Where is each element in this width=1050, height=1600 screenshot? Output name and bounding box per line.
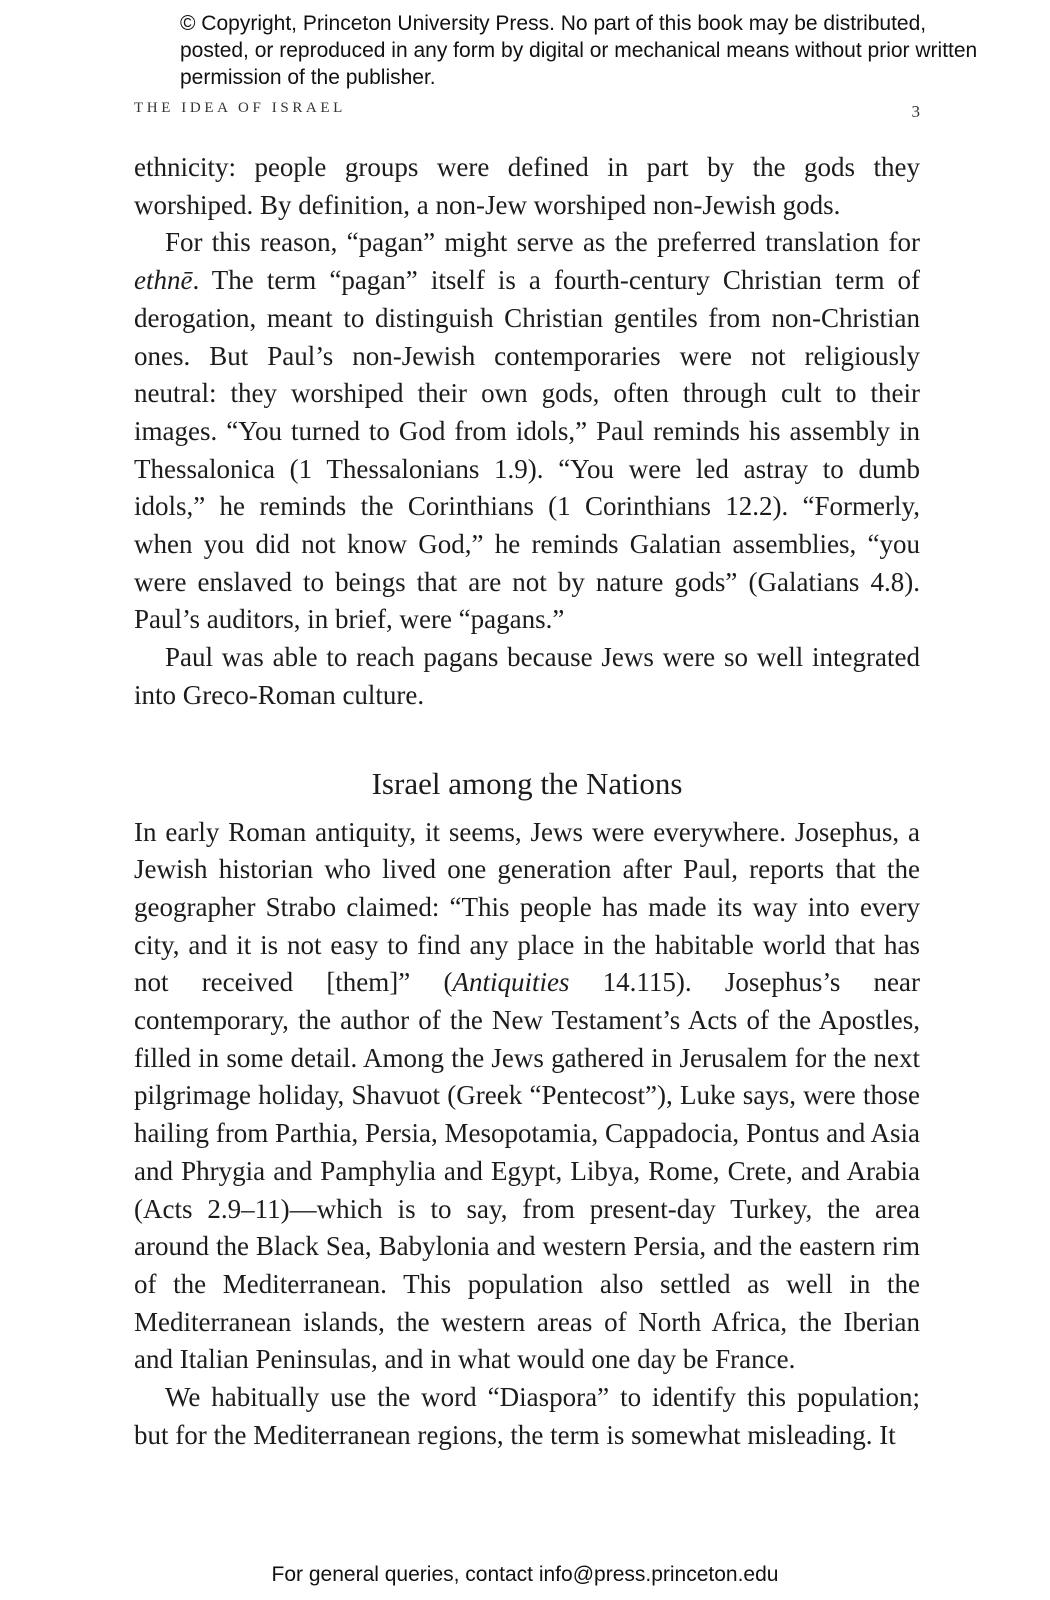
- footer-contact: For general queries, contact info@press.princeton.edu: [271, 1563, 779, 1586]
- paragraph-1: ethnicity: people groups were defined in part by the gods they worshiped. By definition, a non-Jew worshiped non-Jewish gods.: [134, 152, 920, 220]
- italic-term-ethne: ethnē: [134, 265, 193, 296]
- paragraph-2: [134, 224, 920, 639]
- running-head-title: THE IDEA OF ISRAEL: [134, 100, 346, 116]
- paragraph-4-text-end: 14.115). Josephus’s near contemporary, the author of the New Testament’s Acts of the Apostles, filled in some detail. Among the Jews gathered in Jerusalem for the next pilgrimage holiday, Shavuot (Greek “Pentecost”), Luke says, were those hailing from Parthia, Persia, Mesopotamia, Cappadocia, Pontus and Asia and Phrygia and Pamphylia and Egypt, Libya, Rome, Crete, and Arabia (Acts 2.9–11)—which is to say, from present-day Turkey, the area around the Black Sea, Babylonia and western Persia, and the eastern rim of the Mediterranean. This population also settled as well in the Mediterranean islands, the western areas of North Africa, the Iberian and Italian Peninsulas, and in what would one day be France.: [134, 967, 920, 1375]
- copyright-notice: © Copyright, Princeton University Press. No part of this book may be distributed, posted, or reproduced in any form by digital or mechanical means without prior written permission of the publisher.: [180, 12, 978, 89]
- paragraph-5: We habitually use the word “Diaspora” to identify this population; but for the Mediterranean regions, the term is somewhat misleading. It: [134, 1382, 920, 1450]
- paragraph-4: [134, 814, 920, 1380]
- paragraph-3: Paul was able to reach pagans because Jews were so well integrated into Greco-Roman culture.: [134, 642, 920, 710]
- paragraph-2-text-end: . The term “pagan” itself is a fourth-century Christian term of derogation, meant to distinguish Christian gentiles from non-Christian ones. But Paul’s non-Jewish contemporaries were not religiously neutral: they worshiped their own gods, often through cult to their images. “You turned to God from idols,” Paul reminds his assembly in Thessalonica (1 Thessalonians 1.9). “You were led astray to dumb idols,” he reminds the Corinthians (1 Corinthians 12.2). “Formerly, when you did not know God,” he reminds Galatian assemblies, “you were enslaved to beings that are not by nature gods” (Galatians 4.8). Paul’s auditors, in brief, were “pagans.”: [134, 265, 920, 635]
- section-heading: Israel among the Nations: [371, 765, 683, 801]
- running-head: [134, 100, 920, 124]
- page-number: 3: [911, 102, 920, 121]
- italic-title-antiquities: Antiquities: [452, 967, 570, 998]
- body-text: [134, 149, 920, 1455]
- paragraph-4-text-start: In early Roman antiquity, it seems, Jews were everywhere. Josephus, a Jewish historian who lived one generation after Paul, reports that the geographer Strabo claimed: “This people has made its way into every city, and it is not easy to find any place in the habitable world that has not received [them]” (: [134, 816, 920, 998]
- paragraph-2-text-start: For this reason, “pagan” might serve as the preferred translation for: [165, 227, 920, 258]
